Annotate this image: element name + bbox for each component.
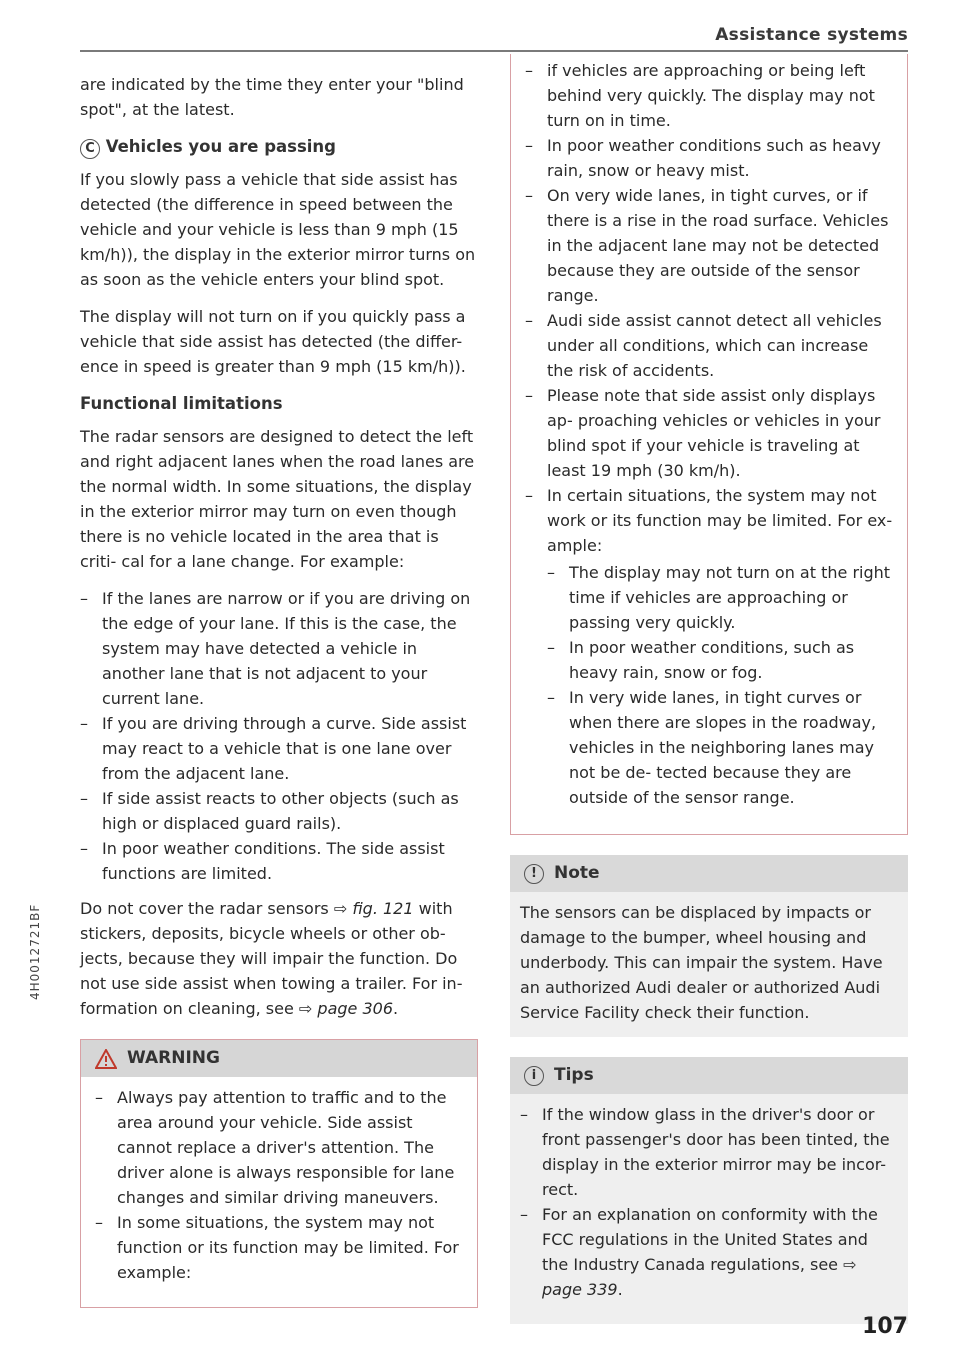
warning-box	[80, 1039, 478, 1308]
limitations-paragraph: The radar sensors are designed to detect the left and right adjacent lanes when the road lanes are the normal width. In some situations, the display in the exterior mirror may turn on even though there is no vehicle located in the area that is criti- cal for a lane change. For example:	[80, 427, 475, 571]
page-306-link[interactable]: ⇨ page 306	[298, 999, 393, 1018]
list-item: – The display may not turn on at the right time if vehicles are approaching or passing very quickly.	[547, 560, 893, 635]
right-column	[510, 58, 908, 1324]
list-item: – If the window glass in the driver's door or front passenger's door has been tinted, the display in the exterior mirror may be incor- rect.	[520, 1102, 898, 1202]
note-box	[510, 855, 908, 1037]
info-icon: i	[524, 1066, 544, 1086]
note-title: Note	[554, 863, 600, 883]
warning-list	[95, 1085, 463, 1285]
tips-header	[510, 1057, 908, 1094]
page-number: 107	[862, 1314, 908, 1339]
tips-body	[510, 1094, 908, 1324]
list-item: – Please note that side assist only displays ap- proaching vehicles or vehicles in your blind spot if your vehicle is traveling at least 19 mph (30 km/h).	[525, 383, 893, 483]
list-item: – For an explanation on conformity with the FCC regulations in the United States and the Industry Canada regulations, see ⇨ page 339.	[520, 1202, 898, 1302]
passing-paragraph-1: If you slowly pass a vehicle that side assist has detected (the difference in speed between the vehicle and your vehicle is less than 9 mph (15 km/h)), the display in the exterior mirror turns on as soon as the vehicle enters your blind spot.	[80, 170, 476, 289]
list-item: – In poor weather conditions, such as heavy rain, snow or fog.	[547, 635, 893, 685]
warning-triangle-icon	[95, 1049, 117, 1069]
list-item: – Audi side assist cannot detect all vehicles under all conditions, which can increase the risk of accidents.	[525, 308, 893, 383]
intro-paragraph: are indicated by the time they enter your "blind spot", at the latest.	[80, 75, 464, 119]
left-column	[80, 72, 478, 1308]
list-item: – In poor weather conditions such as heavy rain, snow or heavy mist.	[525, 133, 893, 183]
list-item: – Always pay attention to traffic and to the area around your vehicle. Side assist cannot replace a driver's attention. The driver alone is always responsible for lane changes and similar driving maneuvers.	[95, 1085, 463, 1210]
page-339-link[interactable]: ⇨ page 339	[542, 1255, 857, 1299]
list-item: – In some situations, the system may not function or its function may be limited. For example:	[95, 1210, 463, 1285]
list-item: – If side assist reacts to other objects (such as high or displaced guard rails).	[80, 786, 478, 836]
list-item: – In certain situations, the system may not work or its function may be limited. For ex- ample: – The display may not turn on at the right time if vehicles are approaching or passing very quickly. – In poor weather conditions, such as heavy rain, snow or fog. – In very wide lanes, in tight curves or when there are slopes in the roadway, vehicles in the neighboring lanes may not be de- tected because they are outside of the sensor range.	[525, 483, 893, 810]
list-item: – On very wide lanes, in tight curves, or if there is a rise in the road surface. Vehicles in the adjacent lane may not be detected because they are outside of the sensor range.	[525, 183, 893, 308]
warning-header	[81, 1040, 477, 1077]
list-item: – In very wide lanes, in tight curves or when there are slopes in the roadway, vehicles in the neighboring lanes may not be de- tected because they are outside of the sensor range.	[547, 685, 893, 810]
fig-121-link[interactable]: ⇨ fig. 121	[333, 899, 414, 918]
passing-paragraph-2: The display will not turn on if you quickly pass a vehicle that side assist has detected (the differ- ence in speed is greater than 9 mph (15 km/h)).	[80, 307, 466, 376]
note-header	[510, 855, 908, 892]
limitations-list	[80, 586, 478, 886]
header-divider	[80, 50, 908, 52]
list-item: – In poor weather conditions. The side assist functions are limited.	[80, 836, 478, 886]
list-item: – If the lanes are narrow or if you are driving on the edge of your lane. If this is the case, the system may have detected a vehicle in another lane that is not adjacent to your current lane.	[80, 586, 478, 711]
limitations-heading: Functional limitations	[80, 394, 283, 413]
warning-sub-list	[547, 560, 893, 810]
warning-title: WARNING	[127, 1048, 220, 1068]
tips-box	[510, 1057, 908, 1324]
warning-body	[81, 1077, 477, 1307]
passing-heading: C Vehicles you are passing	[80, 134, 478, 159]
tips-list	[520, 1102, 898, 1302]
warning-continuation	[510, 54, 908, 835]
list-item: – If you are driving through a curve. Side assist may react to a vehicle that is one lane over from the adjacent lane.	[80, 711, 478, 786]
cover-paragraph: Do not cover the radar sensors ⇨ fig. 121 with stickers, deposits, bicycle wheels or other ob- jects, because they will impair the function. Do not use side assist when towing a trailer. For in- formation on cleaning, see ⇨ page 306.	[80, 899, 463, 1018]
tips-title: Tips	[554, 1065, 594, 1085]
document-code: 4H0012721BF	[28, 903, 42, 1000]
warning-continuation-list	[525, 58, 893, 810]
callout-c-icon: C	[80, 139, 100, 159]
exclamation-icon: !	[524, 864, 544, 884]
note-text: The sensors can be displaced by impacts or damage to the bumper, wheel housing and underbody. This can impair the system. Have an authorized Audi dealer or authorized Audi Service Facility check their function.	[520, 903, 883, 1022]
list-item: – if vehicles are approaching or being left behind very quickly. The display may not turn on in time.	[525, 58, 893, 133]
section-title: Assistance systems	[715, 25, 908, 45]
